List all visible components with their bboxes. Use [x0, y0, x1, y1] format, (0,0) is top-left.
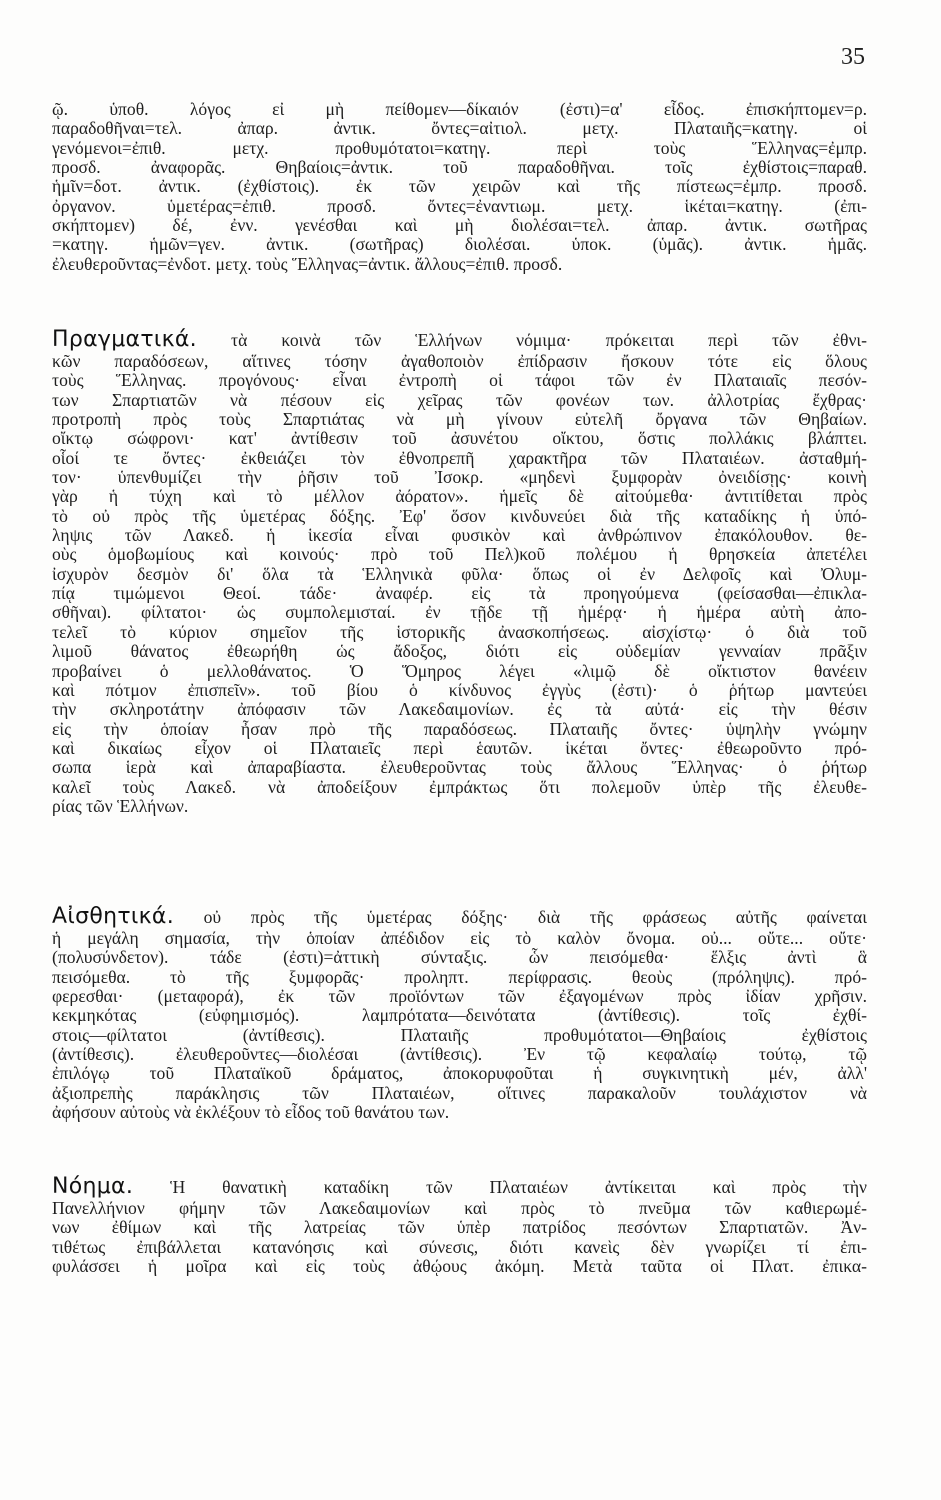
- section-first-line: [52, 1175, 867, 1199]
- section-first-line: [52, 328, 867, 352]
- text-line: =κατηγ. ἡμῶν=γεν. ἀντικ. (σωτῆρας) διολέσαι. ὑποκ. (ὑμᾶς). ἀντικ. ἡμᾶς.: [52, 235, 867, 255]
- text-line: οἴκτῳ σώφρονι· κατ' ἀντίθεσιν τοῦ ἀσυνέτου οἴκτου, ὅστις πολλάκις βλάπτει.: [52, 429, 867, 449]
- section-first-line: [52, 905, 867, 929]
- page-number: 35: [841, 44, 865, 70]
- text-line: ἀξιοπρεπὴς παράκλησις τῶν Πλαταιέων, οἵτινες παρακαλοῦν τουλάχιστον νὰ: [52, 1083, 867, 1103]
- vocabulary-notes: [52, 100, 867, 274]
- text-line: (πολυσύνδετον). τάδε (ἐστι)=ἀττικὴ σύνταξις. ὧν πεισόμεθα· ἕλξις ἀντὶ ἃ: [52, 948, 867, 968]
- section-heading: Πραγματικά.: [52, 328, 197, 352]
- text-line: οἷοί τε ὄντες· ἐκθειάζει τὸν ἐθνοπρεπῆ χαρακτῆρα τῶν Πλαταιέων. ἀσταθμή-: [52, 448, 867, 468]
- text-line: σκήπτομεν) δέ, ἐνν. γενέσθαι καὶ μὴ διολέσαι=τελ. ἀπαρ. ἀντικ. σωτῆρας: [52, 216, 867, 236]
- text-line: κεκμηκότας (εὐφημισμός). λαμπρότατα—δεινότατα (ἀντίθεσις). τοῖς ἐχθί-: [52, 1006, 867, 1026]
- text-line: καὶ δικαίως εἶχον οἱ Πλαταιεῖς περὶ ἑαυτῶν. ἱκέται ὄντες· ἐθεωροῦντο πρό-: [52, 738, 867, 758]
- section-noima: [52, 1175, 867, 1276]
- text-line: οὺς ὁμοβωμίους καὶ κοινούς· πρὸ τοῦ Πελ)κοῦ πολέμου ἡ θρησκεία ἀπετέλει: [52, 545, 867, 565]
- text-line: παραδοθῆναι=τελ. ἀπαρ. ἀντικ. ὄντες=αἰτιολ. μετχ. Πλαταιῆς=κατηγ. οἱ: [52, 119, 867, 139]
- text-line: στοις—φίλτατοι (ἀντίθεσις). Πλαταιῆς προθυμότατοι—Θηβαίοις ἐχθίστοις: [52, 1025, 867, 1045]
- text-line: νων ἐθίμων καὶ τῆς λατρείας τῶν ὑπὲρ πατρίδος πεσόντων Σπαρτιατῶν. Ἀν-: [52, 1218, 867, 1238]
- text-line: ῷ. ὑποθ. λόγος εἰ μὴ πείθομεν—δίκαιόν (ἐστι)=α' εἶδος. ἐπισκήπτομεν=ρ.: [52, 100, 867, 119]
- text-line: ληψις τῶν Λακεδ. ἡ ἱκεσία εἶναι φυσικὸν καὶ ἀνθρώπινον ἐπακόλουθον. θε-: [52, 526, 867, 546]
- text-line: Πανελλήνιον φήμην τῶν Λακεδαιμονίων καὶ πρὸς τὸ πνεῦμα τῶν καθιερωμέ-: [52, 1199, 867, 1218]
- text-line: τοὺς Ἕλληνας. προγόνους· εἶναι ἐντροπὴ οἱ τάφοι τῶν ἐν Πλαταιαῖς πεσόν-: [52, 371, 867, 391]
- text-line: ὀργανον. ὑμετέρας=ἐπιθ. προσδ. ὄντες=ἐναντιωμ. μετχ. ἱκέται=κατηγ. (ἐπι-: [52, 196, 867, 216]
- text-line: των Σπαρτιατῶν νὰ πέσουν εἰς χεῖρας τῶν φονέων των. ἀλλοτρίας ἔχθρας·: [52, 390, 867, 410]
- text-line: τιθέτως ἐπιβάλλεται κατανόησις καὶ σύνεσις, διότι κανεὶς δὲν γνωρίζει τί ἐπι-: [52, 1237, 867, 1257]
- text-line: εἰς τὴν ὁποίαν ἦσαν πρὸ τῆς παραδόσεως. Πλαταιῆς ὄντες· ὑψηλὴν γνώμην: [52, 719, 867, 739]
- first-line-text: τὰ κοινὰ τῶν Ἑλλήνων νόμιμα· πρόκειται περὶ τῶν ἐθνι-: [231, 330, 867, 350]
- text-line: ἐπιλόγῳ τοῦ Πλαταϊκοῦ δράματος, ἀποκορυφοῦται ἡ συγκινητικὴ μέν, ἀλλ': [52, 1064, 867, 1084]
- text-line: πεισόμεθα. τὸ τῆς ξυμφορᾶς· προληπτ. περίφρασις. θεοὺς (πρόληψις). πρό-: [52, 967, 867, 987]
- text-line: τὴν σκληροτάτην ἀπόφασιν τῶν Λακεδαιμονίων. ἐς τὰ αὐτά· εἰς τὴν θέσιν: [52, 700, 867, 720]
- section-heading: Νόημα.: [52, 1175, 134, 1199]
- section-aisthitika: [52, 905, 867, 1122]
- text-line: ρίας τῶν Ἑλλήνων.: [52, 796, 189, 816]
- text-line: τον· ὑπενθυμίζει τὴν ῥῆσιν τοῦ Ἰσοκρ. «μηδενὶ ξυμφορὰν ὀνειδίσῃς· κοινὴ: [52, 468, 867, 488]
- first-line-text: Ἡ θανατικὴ καταδίκη τῶν Πλαταιέων ἀντίκειται καὶ πρὸς τὴν: [170, 1177, 867, 1197]
- text-line: ἐλευθεροῦντας=ἐνδοτ. μετχ. τοὺς Ἕλληνας=ἀντικ. ἄλλους=ἐπιθ. προσδ.: [52, 254, 563, 274]
- text-line: σωπα ἱερὰ καὶ ἀπαραβίαστα. ἐλευθεροῦντας τοὺς ἄλλους Ἕλληνας· ὁ ῥήτωρ: [52, 758, 867, 778]
- text-line: φερεσθαι· (μεταφορά), ἐκ τῶν προϊόντων τῶν ἐξαγομένων πρὸς ἰδίαν χρῆσιν.: [52, 987, 867, 1007]
- text-line: ἡ μεγάλη σημασία, τὴν ὁποίαν ἀπέδιδον εἰς τὸ καλὸν ὄνομα. οὐ... οὔτε... οὔτε·: [52, 929, 867, 948]
- section-pragmatika: [52, 328, 867, 816]
- text-line: γενόμενοι=ἐπιθ. μετχ. προθυμότατοι=κατηγ. περὶ τοὺς Ἕλληνας=ἐμπρ.: [52, 138, 867, 158]
- text-line: τὸ οὐ πρὸς τῆς ὑμετέρας δόξης. Ἐφ' ὅσον κινδυνεύει διὰ τῆς καταδίκης ἡ ὑπό-: [52, 506, 867, 526]
- text-line: προτροπὴ πρὸς τοὺς Σπαρτιάτας νὰ μὴ γίνουν εὐτελῆ ὄργανα τῶν Θηβαίων.: [52, 410, 867, 430]
- text-line: ἀφήσουν αὐτοὺς νὰ ἐκλέξουν τὸ εἶδος τοῦ θανάτου των.: [52, 1103, 450, 1123]
- text-line: πίᾳ τιμώμενοι Θεοί. τάδε· ἀναφέρ. εἰς τὰ προηγούμενα (φείσασθαι—ἐπικλα-: [52, 584, 867, 604]
- text-line: ἰσχυρὸν δεσμὸν δι' ὅλα τὰ Ἑλληνικὰ φῦλα· ὅπως οἱ ἐν Δελφοῖς καὶ Ὀλυμ-: [52, 564, 867, 584]
- text-line: φυλάσσει ἡ μοῖρα καὶ εἰς τοὺς ἀθῴους ἀκόμη. Μετὰ ταῦτα οἱ Πλατ. ἐπικα-: [52, 1257, 867, 1277]
- text-line: λιμοῦ θάνατος ἐθεωρήθη ὡς ἄδοξος, διότι εἰς οὐδεμίαν γενναίαν πρᾶξιν: [52, 642, 867, 662]
- text-line: ἡμῖν=δοτ. ἀντικ. (ἐχθίστοις). ἐκ τῶν χειρῶν καὶ τῆς πίστεως=ἐμπρ. προσδ.: [52, 177, 867, 197]
- text-line: κῶν παραδόσεων, αἵτινες τόσην ἀγαθοποιὸν ἐπίδρασιν ἤσκουν τότε εἰς ὅλους: [52, 352, 867, 371]
- text-line: καλεῖ τοὺς Λακεδ. νὰ ἀποδείξουν ἐμπράκτως ὅτι πολεμοῦν ὑπὲρ τῆς ἐλευθε-: [52, 777, 867, 797]
- text-line: προβαίνει ὁ μελλοθάνατος. Ὁ Ὅμηρος λέγει «λιμῷ δὲ οἴκτιστον θανέειν: [52, 661, 867, 681]
- text-line: προσδ. ἀναφορᾶς. Θηβαίοις=ἀντικ. τοῦ παραδοθῆναι. τοῖς ἐχθίστοις=παραθ.: [52, 158, 867, 178]
- section-heading: Αἰσθητικά.: [52, 905, 174, 929]
- text-line: (ἀντίθεσις). ἐλευθεροῦντες—διολέσαι (ἀντίθεσις). Ἐν τῷ κεφαλαίῳ τούτῳ, τῷ: [52, 1045, 867, 1065]
- first-line-text: οὐ πρὸς τῆς ὑμετέρας δόξης· διὰ τῆς φράσεως αὐτῆς φαίνεται: [203, 907, 867, 927]
- text-line: σθῆναι). φίλτατοι· ὡς συμπολεμισταί. ἐν τῇδε τῇ ἡμέρᾳ· ἡ ἡμέρα αὐτὴ ἀπο-: [52, 603, 867, 623]
- text-line: γὰρ ἡ τύχη καὶ τὸ μέλλον ἀόρατον». ἡμεῖς δὲ αἰτούμεθα· ἀντιτίθεται πρὸς: [52, 487, 867, 507]
- text-line: τελεῖ τὸ κύριον σημεῖον τῆς ἱστορικῆς ἀνασκοπήσεως. αἰσχίστῳ· ὁ διὰ τοῦ: [52, 622, 867, 642]
- text-line: καὶ πότμον ἐπισπεῖν». τοῦ βίου ὁ κίνδυνος ἐγγὺς (ἐστι)· ὁ ῥήτωρ μαντεύει: [52, 680, 867, 700]
